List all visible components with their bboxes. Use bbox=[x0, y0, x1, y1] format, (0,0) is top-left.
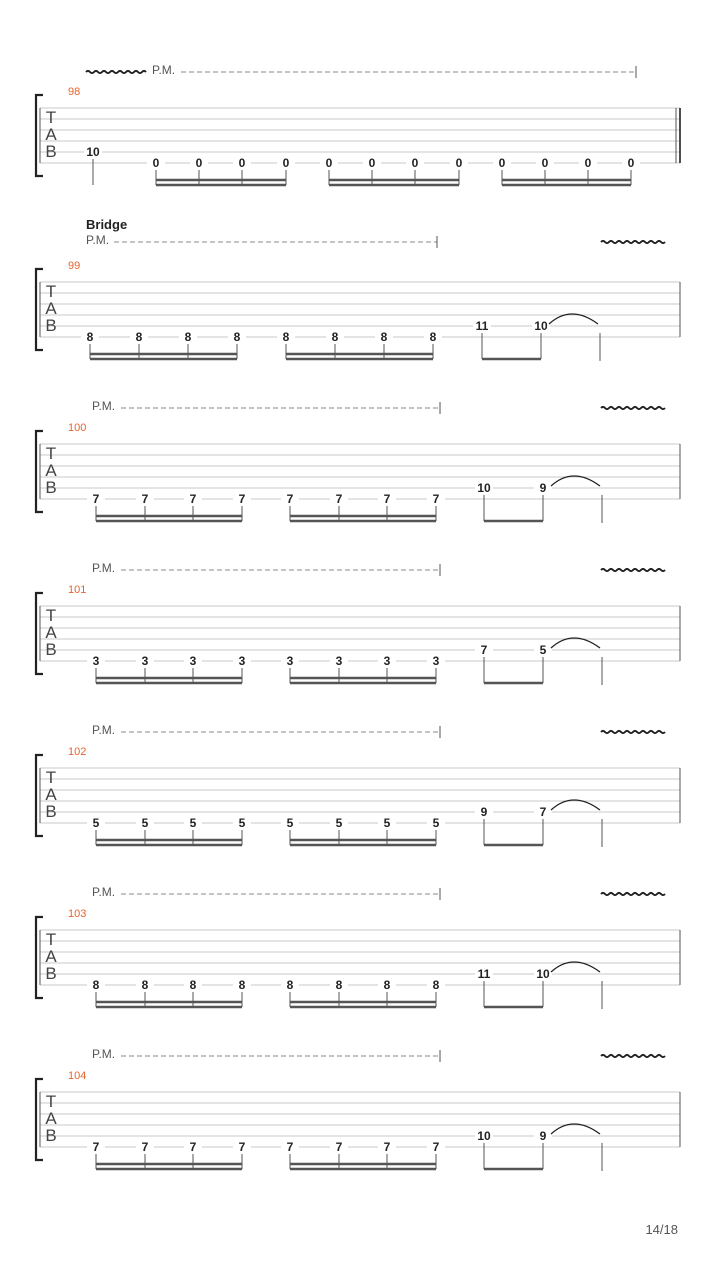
palm-mute-label: P.M. bbox=[152, 63, 176, 77]
tab-clef-a: A bbox=[45, 785, 57, 804]
fret-number: 7 bbox=[432, 1140, 440, 1154]
fret-number: 0 bbox=[627, 156, 635, 170]
fret-number: 0 bbox=[282, 156, 290, 170]
tab-clef-b: B bbox=[45, 640, 57, 659]
fret-number: 8 bbox=[331, 330, 339, 344]
fret-number: 7 bbox=[335, 1140, 343, 1154]
fret-number: 5 bbox=[432, 816, 440, 830]
fret-number: 11 bbox=[475, 319, 489, 333]
fret-number: 8 bbox=[383, 978, 391, 992]
fret-number: 3 bbox=[92, 654, 100, 668]
fret-number: 3 bbox=[141, 654, 149, 668]
tab-clef-t: T bbox=[45, 606, 57, 625]
fret-number: 0 bbox=[411, 156, 419, 170]
fret-number: 7 bbox=[286, 1140, 294, 1154]
fret-number: 8 bbox=[92, 978, 100, 992]
palm-mute-label: P.M. bbox=[92, 561, 116, 575]
measure-number: 104 bbox=[68, 1070, 87, 1082]
fret-number: 5 bbox=[141, 816, 149, 830]
fret-number: 8 bbox=[429, 330, 437, 344]
fret-number: 5 bbox=[189, 816, 197, 830]
fret-number: 10 bbox=[477, 481, 491, 495]
fret-number: 5 bbox=[335, 816, 343, 830]
fret-number: 10 bbox=[477, 1129, 491, 1143]
vibrato-wave bbox=[601, 1055, 665, 1057]
tab-clef-t: T bbox=[45, 1092, 57, 1111]
vibrato-wave bbox=[601, 569, 665, 571]
tab-clef-t: T bbox=[45, 930, 57, 949]
vibrato-wave bbox=[601, 407, 665, 409]
fret-number: 3 bbox=[432, 654, 440, 668]
fret-number: 7 bbox=[238, 1140, 246, 1154]
fret-number: 3 bbox=[383, 654, 391, 668]
fret-number: 7 bbox=[432, 492, 440, 506]
fret-number: 5 bbox=[383, 816, 391, 830]
fret-number: 7 bbox=[92, 492, 100, 506]
fret-number: 0 bbox=[584, 156, 592, 170]
fret-number: 7 bbox=[480, 643, 488, 657]
fret-number: 8 bbox=[335, 978, 343, 992]
fret-number: 7 bbox=[383, 1140, 391, 1154]
tab-clef-b: B bbox=[45, 802, 57, 821]
fret-number: 8 bbox=[432, 978, 440, 992]
fret-number: 7 bbox=[141, 492, 149, 506]
tab-clef-a: A bbox=[45, 125, 57, 144]
measure-number: 101 bbox=[68, 584, 87, 596]
tab-clef-b: B bbox=[45, 964, 57, 983]
fret-number: 8 bbox=[380, 330, 388, 344]
fret-number: 7 bbox=[286, 492, 294, 506]
tab-clef-b: B bbox=[45, 1126, 57, 1145]
fret-number: 8 bbox=[141, 978, 149, 992]
tab-clef-b: B bbox=[45, 142, 57, 161]
fret-number: 5 bbox=[238, 816, 246, 830]
fret-number: 8 bbox=[282, 330, 290, 344]
fret-number: 3 bbox=[286, 654, 294, 668]
measure-number: 103 bbox=[68, 908, 87, 920]
measure-number: 99 bbox=[68, 260, 81, 272]
palm-mute-label: P.M. bbox=[92, 723, 116, 737]
fret-number: 3 bbox=[335, 654, 343, 668]
fret-number: 0 bbox=[498, 156, 506, 170]
fret-number: 7 bbox=[539, 805, 547, 819]
tab-clef-t: T bbox=[45, 768, 57, 787]
fret-number: 5 bbox=[92, 816, 100, 830]
fret-number: 7 bbox=[335, 492, 343, 506]
palm-mute-label: P.M. bbox=[92, 1047, 116, 1061]
fret-number: 0 bbox=[195, 156, 203, 170]
fret-number: 8 bbox=[86, 330, 94, 344]
palm-mute-label: P.M. bbox=[92, 885, 116, 899]
fret-number: 10 bbox=[86, 145, 100, 159]
fret-number: 7 bbox=[189, 492, 197, 506]
fret-number: 7 bbox=[189, 1140, 197, 1154]
fret-number: 8 bbox=[233, 330, 241, 344]
tab-clef-t: T bbox=[45, 282, 57, 301]
page-number: 14/18 bbox=[645, 1222, 678, 1237]
tab-clef-a: A bbox=[45, 623, 57, 642]
fret-number: 9 bbox=[539, 481, 547, 495]
fret-number: 0 bbox=[368, 156, 376, 170]
fret-number: 8 bbox=[189, 978, 197, 992]
vibrato-wave bbox=[601, 731, 665, 733]
fret-number: 3 bbox=[189, 654, 197, 668]
fret-number: 5 bbox=[286, 816, 294, 830]
palm-mute-label: P.M. bbox=[92, 399, 116, 413]
fret-number: 8 bbox=[286, 978, 294, 992]
tab-clef-t: T bbox=[45, 108, 57, 127]
fret-number: 5 bbox=[539, 643, 547, 657]
vibrato-wave bbox=[601, 893, 665, 895]
fret-number: 7 bbox=[238, 492, 246, 506]
fret-number: 0 bbox=[455, 156, 463, 170]
fret-number: 0 bbox=[325, 156, 333, 170]
tab-clef-a: A bbox=[45, 461, 57, 480]
fret-number: 0 bbox=[152, 156, 160, 170]
tab-clef-b: B bbox=[45, 478, 57, 497]
measure-number: 100 bbox=[68, 422, 87, 434]
tab-clef-a: A bbox=[45, 1109, 57, 1128]
fret-number: 0 bbox=[541, 156, 549, 170]
fret-number: 0 bbox=[238, 156, 246, 170]
fret-number: 7 bbox=[92, 1140, 100, 1154]
fret-number: 8 bbox=[135, 330, 143, 344]
tab-clef-b: B bbox=[45, 316, 57, 335]
fret-number: 10 bbox=[536, 967, 550, 981]
palm-mute-label: P.M. bbox=[86, 233, 110, 247]
vibrato-wave bbox=[601, 241, 665, 243]
tab-clef-t: T bbox=[45, 444, 57, 463]
fret-number: 7 bbox=[141, 1140, 149, 1154]
fret-number: 9 bbox=[539, 1129, 547, 1143]
fret-number: 3 bbox=[238, 654, 246, 668]
tab-clef-a: A bbox=[45, 299, 57, 318]
measure-number: 98 bbox=[68, 86, 81, 98]
fret-number: 8 bbox=[184, 330, 192, 344]
measure-number: 102 bbox=[68, 746, 87, 758]
fret-number: 11 bbox=[477, 967, 491, 981]
fret-number: 7 bbox=[383, 492, 391, 506]
vibrato-wave bbox=[86, 71, 146, 73]
tab-clef-a: A bbox=[45, 947, 57, 966]
fret-number: 8 bbox=[238, 978, 246, 992]
fret-number: 9 bbox=[480, 805, 488, 819]
section-label: Bridge bbox=[86, 217, 128, 232]
fret-number: 10 bbox=[534, 319, 548, 333]
